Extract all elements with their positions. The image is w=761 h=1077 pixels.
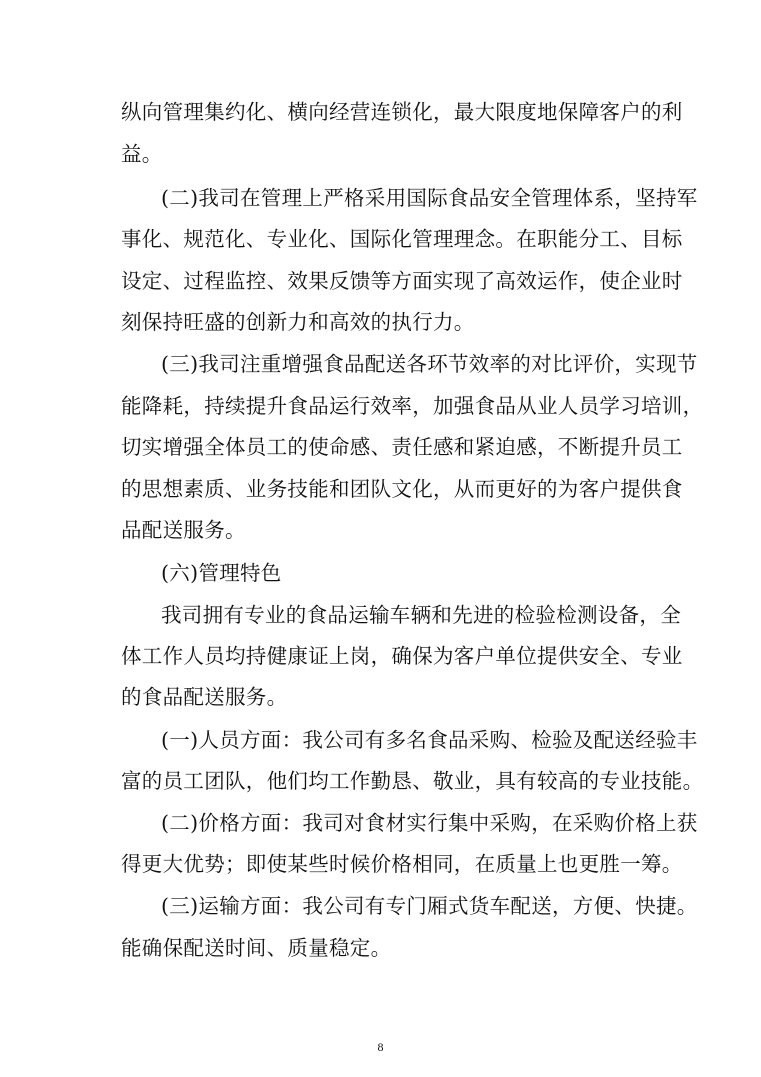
- paragraph-start-line: (二)价格方面：我司对食材实行集中采购，在采购价格上获: [161, 811, 698, 835]
- text-line: 纵向管理集约化、横向经营连锁化，最大限度地保障客户的利: [121, 100, 683, 124]
- paragraph-start-line: (三)运输方面：我公司有专门厢式货车配送，方便、快捷。: [161, 894, 698, 918]
- text-line: 体工作人员均持健康证上岗，确保为客户单位提供安全、专业: [121, 644, 683, 668]
- text-line: 益。: [121, 142, 163, 166]
- paragraph-start-line: (二)我司在管理上严格采用国际食品安全管理体系，坚持军: [161, 186, 698, 210]
- text-line: 的思想素质、业务技能和团队文化，从而更好的为客户提供食: [121, 477, 683, 501]
- text-line: 能确保配送时间、质量稳定。: [121, 936, 392, 960]
- section-heading: (六)管理特色: [161, 561, 282, 585]
- paragraph-start-line: (三)我司注重增强食品配送各环节效率的对比评价，实现节: [161, 352, 698, 376]
- text-line: 切实增强全体员工的使命感、责任感和紧迫感，不断提升员工: [121, 435, 683, 459]
- paragraph-start-line: (一)人员方面：我公司有多名食品采购、检验及配送经验丰: [161, 728, 698, 752]
- page-number: 8: [377, 1040, 384, 1054]
- text-line: 事化、规范化、专业化、国际化管理理念。在职能分工、目标: [121, 227, 683, 251]
- text-line: 富的员工团队，他们均工作勤恳、敬业，具有较高的专业技能。: [121, 769, 704, 793]
- text-line: 的食品配送服务。: [121, 685, 288, 709]
- text-line: 得更大优势；即使某些时候价格相同，在质量上也更胜一筹。: [121, 852, 683, 876]
- text-line: 设定、过程监控、效果反馈等方面实现了高效运作，使企业时: [121, 269, 683, 293]
- paragraph-start-line: 我司拥有专业的食品运输车辆和先进的检验检测设备，全: [161, 603, 681, 627]
- text-line: 刻保持旺盛的创新力和高效的执行力。: [121, 310, 475, 334]
- text-line: 品配送服务。: [121, 518, 246, 542]
- text-line: 能降耗，持续提升食品运行效率，加强食品从业人员学习培训，: [121, 394, 704, 418]
